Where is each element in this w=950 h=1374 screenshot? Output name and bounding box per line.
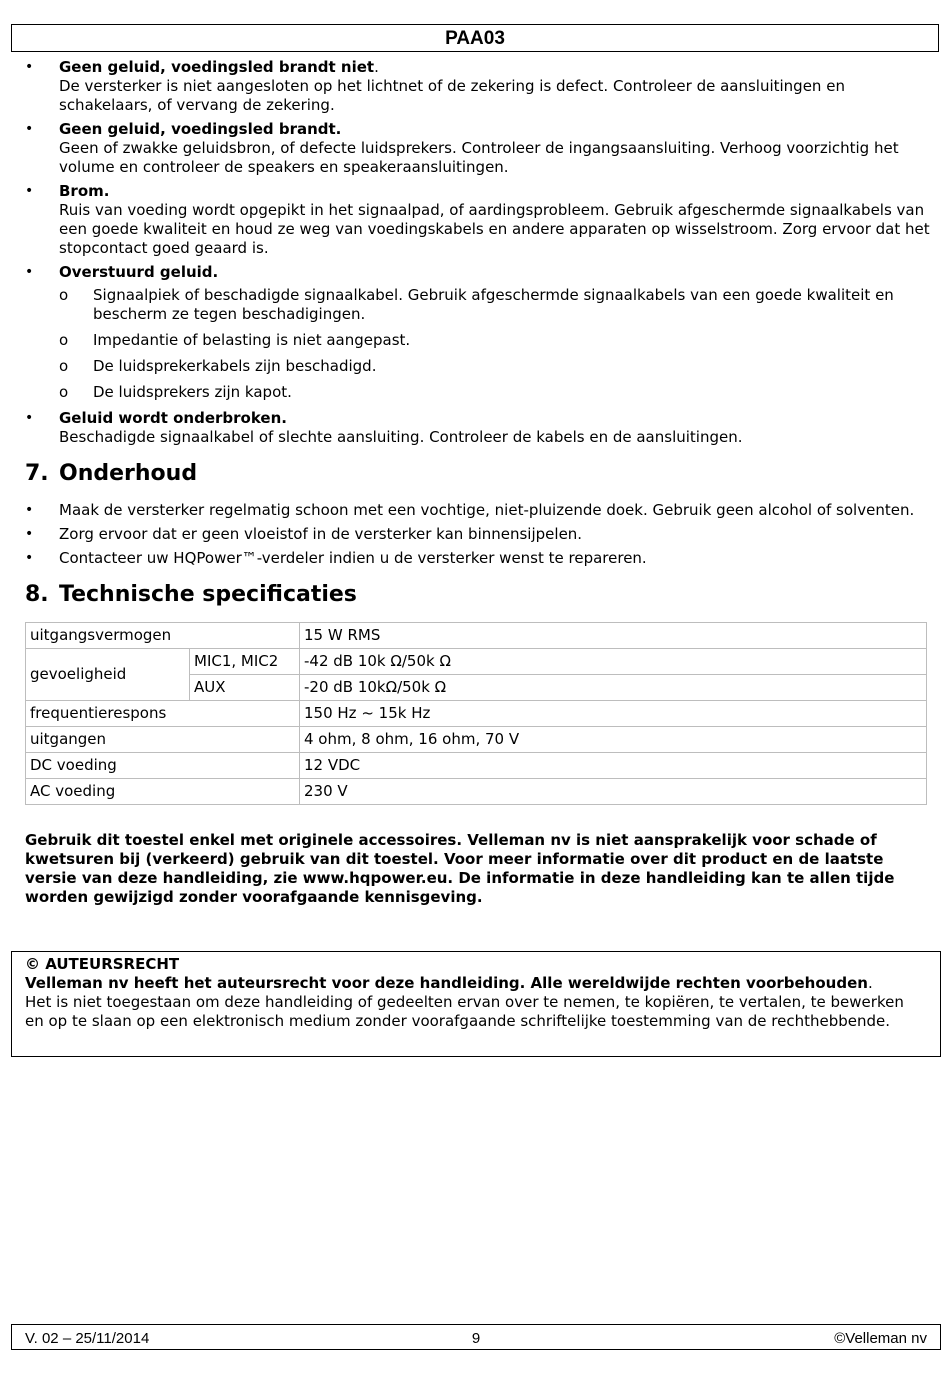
item-text: Beschadigde signaalkabel of slechte aansluiting. Controleer de kabels en de aansluitingen. — [59, 428, 743, 446]
section-heading-maintenance: 7. Onderhoud — [25, 461, 198, 486]
sub-list-item: o Impedantie of belasting is niet aangepast. — [59, 331, 930, 350]
table-cell: 150 Hz ~ 15k Hz — [300, 701, 927, 727]
table-cell: -42 dB 10k Ω/50k Ω — [300, 649, 927, 675]
table-row — [26, 701, 927, 727]
list-item: • Zorg ervoor dat er geen vloeistof in de versterker kan binnensijpelen. — [25, 525, 930, 544]
item-text: De versterker is niet aangesloten op het lichtnet of de zekering is defect. Controleer de aansluitingen en schakelaars, of vervang de zekering. — [59, 77, 845, 114]
table-cell: uitgangsvermogen — [26, 623, 300, 649]
sub-list — [59, 286, 930, 402]
table-cell: AC voeding — [26, 779, 300, 805]
table-cell: 12 VDC — [300, 753, 927, 779]
sub-list-item: o Signaalpiek of beschadigde signaalkabel. Gebruik afgeschermde signaalkabels van een goede kwaliteit en bescherm ze tegen beschadigingen. — [59, 286, 930, 324]
sub-list-item: o De luidsprekerkabels zijn beschadigd. — [59, 357, 930, 376]
table-cell: 15 W RMS — [300, 623, 927, 649]
item-text: Ruis van voeding wordt opgepikt in het signaalpad, of aardingsprobleem. Gebruik afgeschermde signaalkabels van een goede kwaliteit en houd ze weg van voedingskabels en andere apparaten op wisselstroom. Zorg ervoor dat het stopcontact goed geaard is. — [59, 201, 930, 257]
list-item — [25, 409, 930, 447]
table-cell: AUX — [190, 675, 300, 701]
item-title: Overstuurd geluid. — [59, 263, 219, 281]
list-item — [25, 120, 930, 177]
table-cell: gevoeligheid — [26, 649, 190, 701]
copyright-bold-line: Velleman nv heeft het auteursrecht voor deze handleiding. Alle wereldwijde rechten voorbehouden — [25, 974, 868, 992]
table-cell: 4 ohm, 8 ohm, 16 ohm, 70 V — [300, 727, 927, 753]
footer — [11, 1324, 941, 1350]
warning-text: Gebruik dit toestel enkel met originele accessoires. Velleman nv is niet aansprakelijk voor schade of kwetsuren bij (verkeerd) gebruik van dit toestel. Voor meer informatie over dit product en de laatste versie van deze handleiding, zie www.hqpower.eu. De informatie in deze handleiding kan te allen tijde worden gewijzigd zonder voorafgaande kennisgeving. — [25, 831, 895, 906]
list-item: • Contacteer uw HQPower™-verdeler indien u de versterker wenst te repareren. — [25, 549, 930, 568]
table-cell: frequentierespons — [26, 701, 300, 727]
copyright-text: Het is niet toegestaan om deze handleiding of gedeelten ervan over te nemen, te kopiëren, te vertalen, te bewerken en op te slaan op een elektronisch medium zonder voorafgaande schriftelijke toestemming van de rechthebbende. — [25, 993, 904, 1030]
table-row — [26, 753, 927, 779]
list-item — [25, 263, 930, 402]
copyright-heading: © AUTEURSRECHT — [25, 955, 180, 973]
item-title: Geen geluid, voedingsled brandt niet — [59, 58, 375, 76]
item-text: Geen of zwakke geluidsbron, of defecte luidsprekers. Controleer de ingangsaansluiting. Verhoog voorzichtig het volume en controleer de speakers en speakeraansluitingen. — [59, 139, 899, 176]
list-item — [25, 182, 930, 258]
footer-page-number: 9 — [471, 1330, 481, 1347]
table-cell: uitgangen — [26, 727, 300, 753]
table-cell: DC voeding — [26, 753, 300, 779]
spec-table — [25, 622, 927, 805]
doc-title: PAA03 — [445, 28, 505, 49]
table-row — [26, 623, 927, 649]
header-box — [11, 24, 939, 52]
list-item: • Geen geluid, voedingsled brandt niet. De versterker is niet aangesloten op het lichtnet of de zekering is defect. Controleer de aansluitingen en schakelaars, of vervang de zekering. — [25, 58, 930, 115]
item-title: Geluid wordt onderbroken. — [59, 409, 287, 427]
table-row — [26, 727, 927, 753]
page-content — [25, 58, 930, 907]
table-cell: -20 dB 10kΩ/50k Ω — [300, 675, 927, 701]
item-title: Geen geluid, voedingsled brandt. — [59, 120, 342, 138]
table-cell: 230 V — [300, 779, 927, 805]
sub-list-item: o De luidsprekers zijn kapot. — [59, 383, 930, 402]
list-item: • Maak de versterker regelmatig schoon met een vochtige, niet-pluizende doek. Gebruik geen alcohol of solventen. — [25, 501, 930, 520]
footer-version: V. 02 – 25/11/2014 — [25, 1330, 150, 1347]
table-row — [26, 779, 927, 805]
troubleshooting-list — [25, 58, 930, 447]
footer-brand: ©Velleman nv — [834, 1330, 927, 1347]
copyright-box: © AUTEURSRECHT Velleman nv heeft het auteursrecht voor deze handleiding. Alle wereldwijde rechten voorbehouden. Het is niet toegestaan om deze handleiding of gedeelten ervan over te nemen, te kopiëren, te vertalen, te bewerken en op te slaan op een elektronisch medium zonder voorafgaande schriftelijke toestemming van de rechthebbende. — [11, 951, 941, 1057]
table-row — [26, 649, 927, 675]
section-heading-specs: 8. Technische specificaties — [25, 582, 357, 607]
item-title: Brom. — [59, 182, 110, 200]
maintenance-list — [25, 501, 930, 568]
table-cell: MIC1, MIC2 — [190, 649, 300, 675]
